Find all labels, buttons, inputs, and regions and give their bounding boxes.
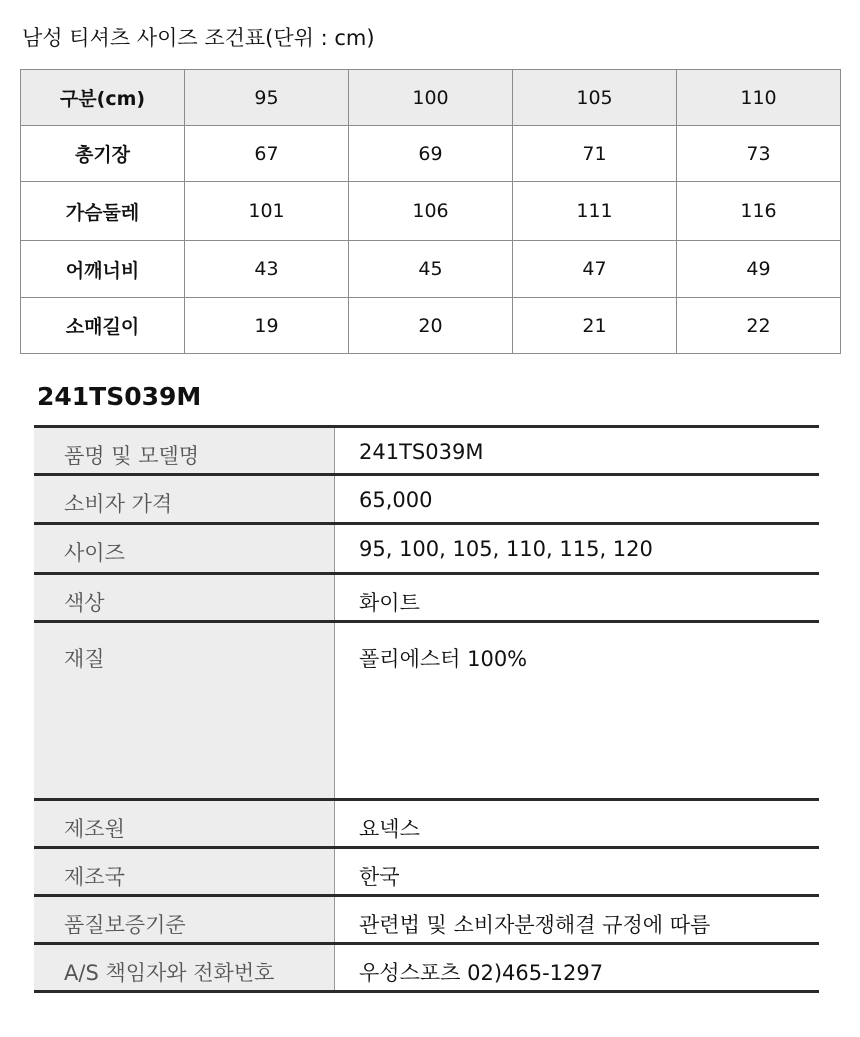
spec-value: 한국 (359, 865, 400, 889)
table-cell: 47 (513, 241, 677, 298)
row-label: 총기장 (21, 126, 185, 182)
spec-key: A/S 책임자와 전화번호 (34, 945, 335, 990)
spec-row-size (34, 525, 819, 575)
table-cell: 73 (677, 126, 841, 182)
table-cell: 69 (349, 126, 513, 182)
table-cell: 43 (185, 241, 349, 298)
table-row (21, 241, 841, 298)
table-cell: 116 (677, 182, 841, 241)
spec-row-color (34, 575, 819, 623)
spec-key: 재질 (34, 623, 335, 798)
spec-row-material (34, 623, 819, 801)
spec-value: 폴리에스터 100% (359, 647, 528, 671)
spec-row-warranty (34, 897, 819, 945)
size-chart-title: 남성 티셔츠 사이즈 조건표(단위 : cm) (22, 26, 375, 50)
table-cell: 71 (513, 126, 677, 182)
header-cell: 110 (677, 70, 841, 126)
table-row (21, 126, 841, 182)
spec-key: 소비자 가격 (34, 476, 335, 522)
spec-value: 관련법 및 소비자분쟁해결 규정에 따름 (359, 913, 711, 937)
table-cell: 20 (349, 298, 513, 354)
header-cell: 구분(cm) (21, 70, 185, 126)
spec-key: 색상 (34, 575, 335, 620)
spec-row-as-contact (34, 945, 819, 993)
table-row (21, 182, 841, 241)
size-chart-table (20, 69, 841, 354)
header-cell: 100 (349, 70, 513, 126)
spec-row-model (34, 428, 819, 476)
spec-value: 요넥스 (359, 817, 420, 841)
header-cell: 105 (513, 70, 677, 126)
spec-key: 품명 및 모델명 (34, 428, 335, 473)
spec-key: 품질보증기준 (34, 897, 335, 942)
table-cell: 67 (185, 126, 349, 182)
table-row (21, 298, 841, 354)
spec-key: 사이즈 (34, 525, 335, 572)
spec-value: 95, 100, 105, 110, 115, 120 (359, 537, 653, 561)
spec-row-price (34, 476, 819, 525)
row-label: 어깨너비 (21, 241, 185, 298)
spec-key: 제조국 (34, 849, 335, 894)
size-chart-header-row (21, 70, 841, 126)
row-label: 소매길이 (21, 298, 185, 354)
header-cell: 95 (185, 70, 349, 126)
spec-row-country (34, 849, 819, 897)
product-spec-table (34, 425, 819, 993)
table-cell: 111 (513, 182, 677, 241)
model-title: 241TS039M (37, 382, 202, 411)
spec-value: 우성스포츠 02)465-1297 (359, 961, 604, 985)
table-cell: 49 (677, 241, 841, 298)
table-cell: 101 (185, 182, 349, 241)
table-cell: 106 (349, 182, 513, 241)
row-label: 가슴둘레 (21, 182, 185, 241)
spec-row-manufacturer (34, 801, 819, 849)
table-cell: 45 (349, 241, 513, 298)
spec-value: 241TS039M (359, 440, 484, 464)
table-cell: 22 (677, 298, 841, 354)
spec-value: 65,000 (359, 488, 433, 512)
table-cell: 19 (185, 298, 349, 354)
spec-value: 화이트 (359, 591, 420, 615)
spec-key: 제조원 (34, 801, 335, 846)
table-cell: 21 (513, 298, 677, 354)
